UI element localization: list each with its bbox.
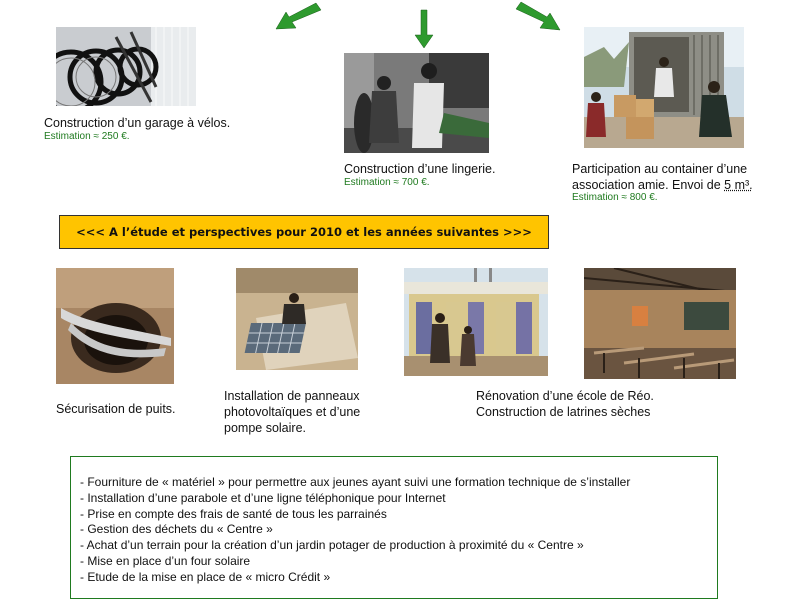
future-projects-list-box — [70, 456, 718, 599]
estimate-laundry: Estimation ≈ 700 €. — [344, 177, 430, 188]
school-classroom-photo — [584, 268, 736, 379]
arrow-right-icon — [516, 2, 560, 30]
caption-well: Sécurisation de puits. — [56, 402, 176, 416]
well-photo — [56, 268, 174, 384]
list-item: - Gestion des déchets du « Centre » — [80, 522, 717, 538]
list-item: - Installation d’une parabole et d’une ligne téléphonique pour Internet — [80, 491, 717, 507]
caption-bicycle-garage: Construction d’un garage à vélos. — [44, 116, 231, 130]
caption-school-line2: Construction de latrines sèches — [476, 405, 651, 419]
list-item: - Etude de la mise en place de « micro Crédit » — [80, 570, 717, 586]
perspectives-banner: <<< A l’étude et perspectives pour 2010 et les années suivantes >>> — [59, 215, 549, 249]
solar-panels-photo — [236, 268, 358, 370]
bicycles-garage-photo — [56, 27, 196, 106]
future-projects-list — [80, 475, 717, 586]
caption-solar-line3: pompe solaire. — [224, 421, 306, 435]
caption-solar — [224, 388, 360, 436]
list-item: - Prise en compte des frais de santé de tous les parrainés — [80, 507, 717, 523]
estimate-bicycle-garage: Estimation ≈ 250 €. — [44, 131, 130, 142]
caption-solar-line1: Installation de panneaux — [224, 389, 360, 403]
latrines-photo — [404, 268, 548, 376]
caption-container-line1: Participation au container d’une — [572, 162, 748, 176]
laundry-workers-photo — [344, 53, 489, 153]
caption-solar-line2: photovoltaïques et d’une — [224, 405, 361, 419]
caption-container — [572, 161, 753, 193]
caption-container-volume: 5 m³. — [724, 178, 753, 192]
arrow-left-icon — [276, 3, 321, 29]
caption-school-latrines — [476, 388, 654, 420]
container-loading-photo — [584, 27, 744, 148]
caption-container-prefix: association amie. Envoi de — [572, 178, 725, 192]
caption-container-line2 — [572, 177, 753, 193]
list-item: - Mise en place d’un four solaire — [80, 554, 717, 570]
arrow-down-icon — [415, 10, 433, 48]
list-item: - Fourniture de « matériel » pour permettre aux jeunes ayant suivi une formation technique de s’installer — [80, 475, 717, 491]
list-item: - Achat d’un terrain pour la création d’un jardin potager de production à proximité du « Centre » — [80, 538, 717, 554]
estimate-container: Estimation ≈ 800 €. — [572, 192, 658, 203]
caption-school-line1: Rénovation d’une école de Réo. — [476, 389, 654, 403]
caption-laundry: Construction d’une lingerie. — [344, 162, 496, 176]
